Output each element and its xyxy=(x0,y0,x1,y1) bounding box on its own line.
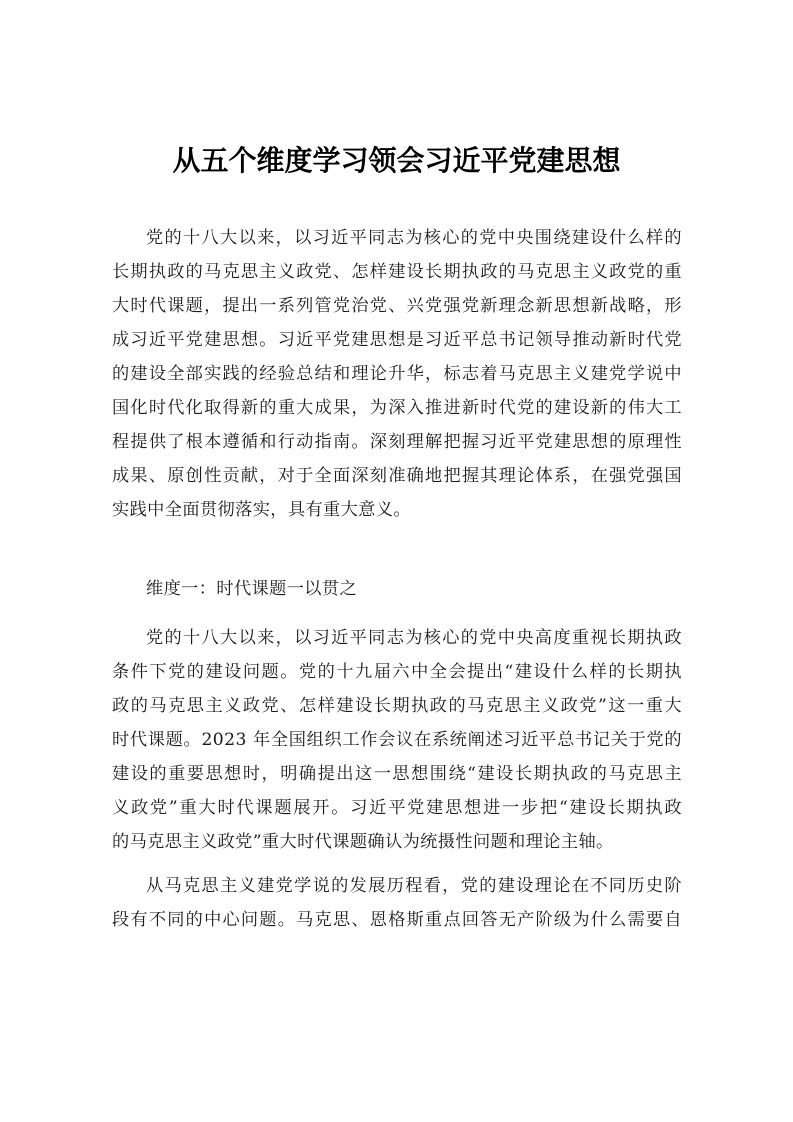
text-line: 义政党”重大时代课题展开。习近平党建思想进一步把“建设长期执政 xyxy=(112,798,682,818)
text-line: 大时代课题，提出一系列管党治党、兴党强党新理念新思想新战略，形 xyxy=(112,296,682,316)
text-line: 成果、原创性贡献，对于全面深刻准确地把握其理论体系，在强党强国 xyxy=(112,466,682,486)
paragraph-history xyxy=(112,869,682,937)
text-line: 建设的重要思想时，明确提出这一思想围绕“建设长期执政的马克思主 xyxy=(112,764,682,784)
text-line: 的马克思主义政党”重大时代课题确认为统摄性问题和理论主轴。 xyxy=(112,832,614,852)
section-heading-text: 维度一：时代课题一以贯之 xyxy=(146,579,358,599)
section-heading xyxy=(112,572,682,606)
paragraph-section-one xyxy=(112,621,682,859)
text-line: 从马克思主义建党学说的发展历程看，党的建设理论在不同历史阶 xyxy=(146,876,682,896)
text-line: 实践中全面贯彻落实，具有重大意义。 xyxy=(112,500,411,520)
text-line: 党的十八大以来，以习近平同志为核心的党中央高度重视长期执政 xyxy=(146,628,682,648)
text-line: 党的十八大以来，以习近平同志为核心的党中央围绕建设什么样的 xyxy=(146,228,682,248)
text-line: 国化时代化取得新的重大成果，为深入推进新时代党的建设新的伟大工 xyxy=(112,398,682,418)
text-line: 时代课题。2023 年全国组织工作会议在系统阐述习近平总书记关于党的 xyxy=(112,730,682,750)
text-line: 程提供了根本遵循和行动指南。深刻理解把握习近平党建思想的原理性 xyxy=(112,432,682,452)
text-line: 长期执政的马克思主义政党、怎样建设长期执政的马克思主义政党的重 xyxy=(112,262,682,282)
paragraph-intro xyxy=(112,221,682,527)
text-line: 政的马克思主义政党、怎样建设长期执政的马克思主义政党”这一重大 xyxy=(112,696,682,716)
text-line: 的建设全部实践的经验总结和理论升华，标志着马克思主义建党学说中 xyxy=(112,364,682,384)
document-title: 从五个维度学习领会习近平党建思想 xyxy=(172,144,621,177)
text-line: 成习近平党建思想。习近平党建思想是习近平总书记领导推动新时代党 xyxy=(112,330,682,350)
text-line: 段有不同的中心问题。马克思、恩格斯重点回答无产阶级为什么需要自 xyxy=(112,910,682,930)
text-line: 条件下党的建设问题。党的十九届六中全会提出“建设什么样的长期执 xyxy=(112,662,682,682)
